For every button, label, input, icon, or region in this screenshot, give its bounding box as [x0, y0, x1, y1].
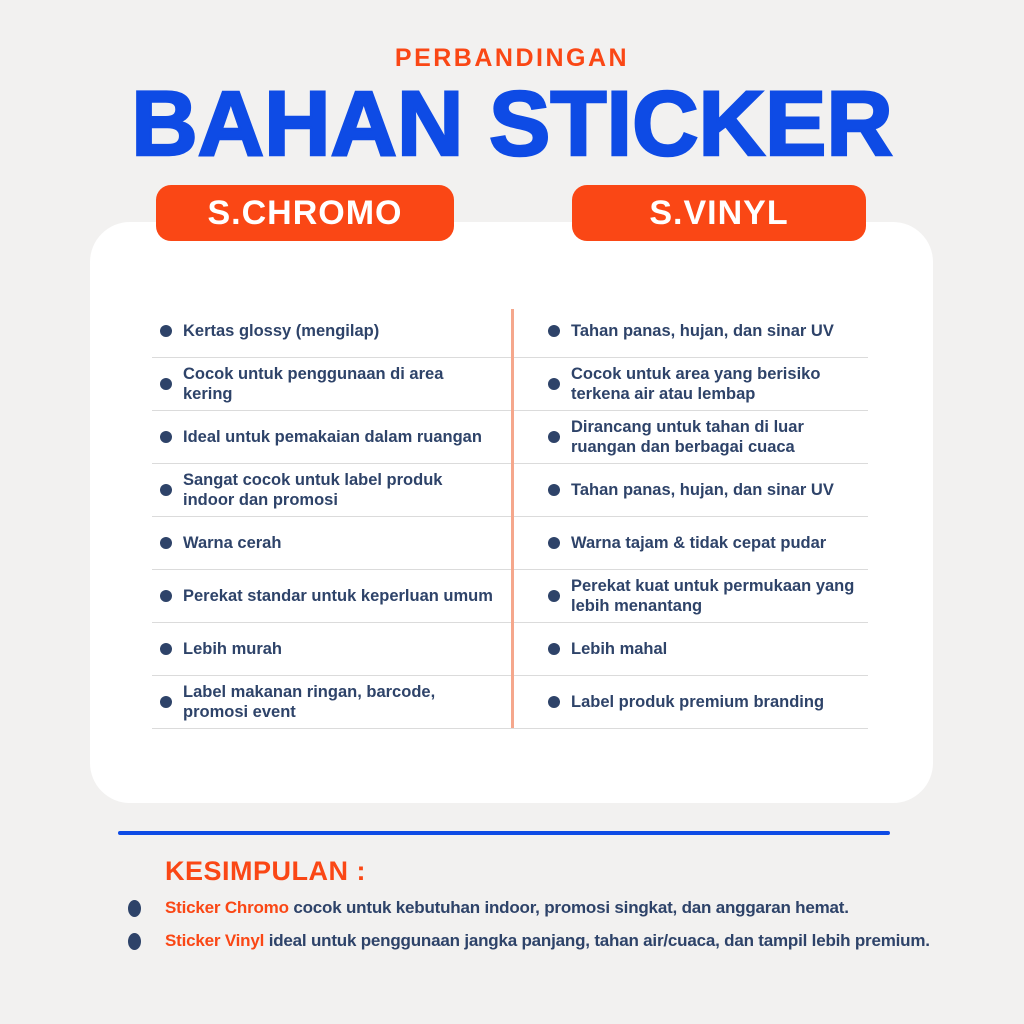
table-row	[152, 358, 868, 411]
bullet-dot-icon	[548, 537, 560, 549]
bullet-dot-icon	[548, 643, 560, 655]
table-row	[152, 517, 868, 570]
vinyl-cell-text: Perekat kuat untuk permukaan yang lebih menantang	[571, 576, 855, 615]
conclusion-lead: Sticker Vinyl	[165, 931, 265, 950]
chromo-cell-text: Perekat standar untuk keperluan umum	[183, 586, 493, 605]
bullet-dot-icon	[160, 325, 172, 337]
bullet-dot-icon	[160, 431, 172, 443]
vinyl-cell	[510, 464, 868, 516]
vinyl-cell	[510, 305, 868, 357]
table-row	[152, 305, 868, 358]
vinyl-cell-text: Tahan panas, hujan, dan sinar UV	[571, 321, 834, 340]
vinyl-cell-text: Tahan panas, hujan, dan sinar UV	[571, 480, 834, 499]
conclusion-text	[165, 898, 849, 918]
table-row	[152, 464, 868, 517]
vinyl-cell-text: Lebih mahal	[571, 639, 668, 658]
chromo-cell-text: Lebih murah	[183, 639, 283, 658]
bullet-dot-icon	[128, 900, 141, 917]
comparison-card	[90, 222, 933, 803]
table-row	[152, 623, 868, 676]
vinyl-cell	[510, 358, 868, 410]
chromo-cell-text: Ideal untuk pemakaian dalam ruangan	[183, 427, 482, 446]
conclusion-heading: KESIMPULAN :	[165, 856, 366, 886]
chromo-cell	[152, 411, 510, 463]
bullet-dot-icon	[160, 643, 172, 655]
comparison-table	[152, 305, 868, 729]
bullet-dot-icon	[548, 431, 560, 443]
chromo-cell	[152, 358, 510, 410]
chromo-cell	[152, 676, 510, 728]
conclusion-body: cocok untuk kebutuhan indoor, promosi singkat, dan anggaran hemat.	[293, 898, 849, 917]
bullet-dot-icon	[548, 378, 560, 390]
vinyl-cell	[510, 623, 868, 675]
chromo-cell-text: Label makanan ringan, barcode, promosi event	[183, 682, 436, 721]
vinyl-cell	[510, 517, 868, 569]
chromo-cell-text: Cocok untuk penggunaan di area kering	[183, 364, 444, 403]
vinyl-cell	[510, 570, 868, 622]
column-divider	[511, 309, 514, 728]
bullet-dot-icon	[548, 696, 560, 708]
bullet-dot-icon	[160, 378, 172, 390]
chromo-cell-text: Warna cerah	[183, 533, 282, 552]
table-row	[152, 676, 868, 729]
bullet-dot-icon	[548, 325, 560, 337]
vinyl-cell-text: Warna tajam & tidak cepat pudar	[571, 533, 827, 552]
table-row	[152, 411, 868, 464]
conclusion-item	[128, 931, 930, 951]
vinyl-cell-text: Cocok untuk area yang berisiko terkena air atau lembap	[571, 364, 821, 403]
chromo-cell-text: Sangat cocok untuk label produk indoor dan promosi	[183, 470, 443, 509]
table-row	[152, 570, 868, 623]
conclusion-text	[165, 931, 930, 951]
conclusion-item	[128, 898, 930, 918]
vinyl-cell-text: Dirancang untuk tahan di luar ruangan dan berbagai cuaca	[571, 417, 804, 456]
badge-chromo: S.CHROMO	[156, 185, 454, 241]
chromo-cell	[152, 464, 510, 516]
vinyl-cell	[510, 411, 868, 463]
badge-vinyl: S.VINYL	[572, 185, 866, 241]
bullet-dot-icon	[160, 537, 172, 549]
bullet-dot-icon	[160, 484, 172, 496]
vinyl-cell-text: Label produk premium branding	[571, 692, 825, 711]
bullet-dot-icon	[128, 933, 141, 950]
chromo-cell	[152, 570, 510, 622]
vinyl-cell	[510, 676, 868, 728]
page-title: BAHAN STICKER	[131, 73, 893, 175]
bullet-dot-icon	[548, 484, 560, 496]
chromo-cell	[152, 517, 510, 569]
chromo-cell-text: Kertas glossy (mengilap)	[183, 321, 380, 340]
bullet-dot-icon	[160, 696, 172, 708]
footer-divider	[118, 831, 890, 835]
chromo-cell	[152, 305, 510, 357]
conclusion-body: ideal untuk penggunaan jangka panjang, tahan air/cuaca, dan tampil lebih premium.	[268, 931, 930, 950]
chromo-cell	[152, 623, 510, 675]
bullet-dot-icon	[548, 590, 560, 602]
conclusion-lead: Sticker Chromo	[165, 898, 289, 917]
bullet-dot-icon	[160, 590, 172, 602]
conclusion-list	[128, 898, 930, 951]
kicker-label: PERBANDINGAN	[394, 44, 630, 72]
